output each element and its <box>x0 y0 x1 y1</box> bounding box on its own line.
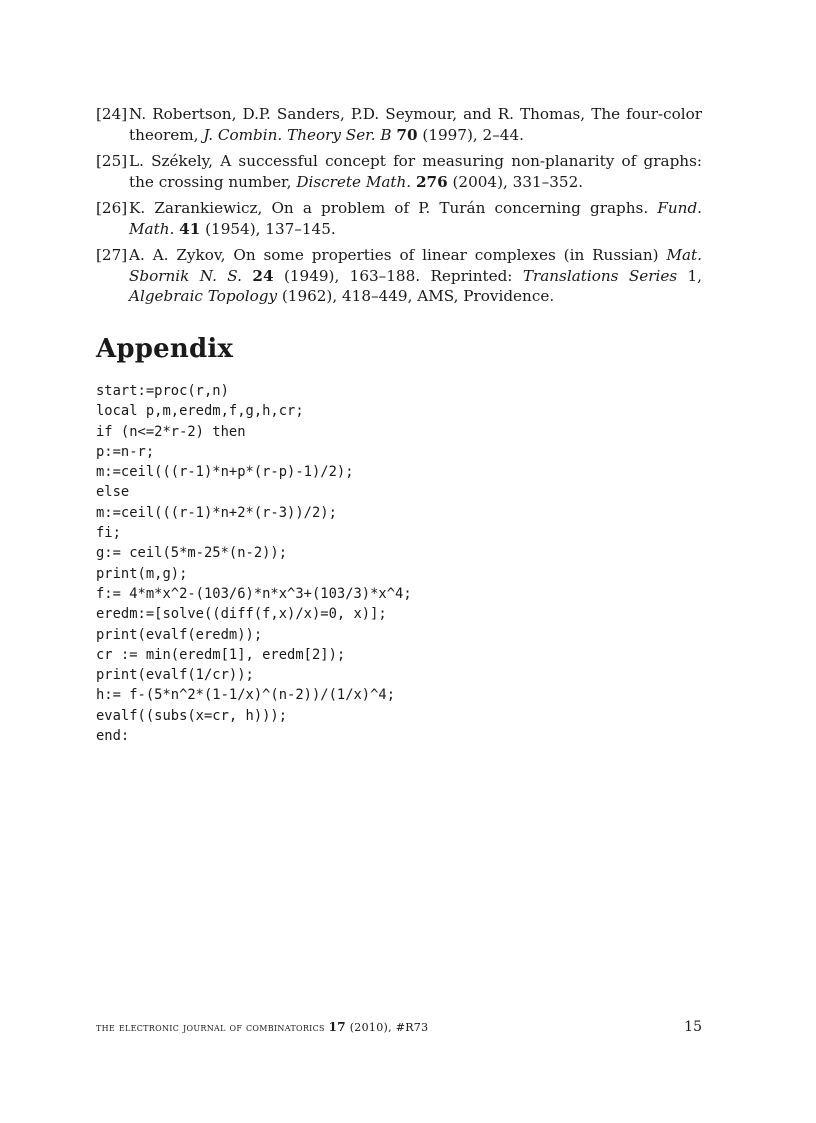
reference-text <box>129 198 702 239</box>
reference-segment: (1954), 137–145. <box>200 219 336 238</box>
reference-number: [27] <box>96 246 128 264</box>
reference-segment: K. Zarankiewicz, On a problem of P. Turán concerning graphs. <box>129 199 658 217</box>
reference-volume: 24 <box>252 266 274 285</box>
reference-segment: (2004), 331–352. <box>447 172 584 191</box>
reference-number: [25] <box>96 152 128 170</box>
reference-segment: 1, <box>677 266 703 285</box>
reference-segment: L. Székely, A successful concept for measuring non-planarity of graphs: the crossing number, <box>129 152 702 191</box>
reference-text <box>129 151 702 192</box>
reference-segment: A. A. Zykov, On some properties of linear complexes (in Russian) <box>129 246 667 264</box>
reference-segment: (1962), 418–449, AMS, Providence. <box>277 287 555 305</box>
journal-name: the electronic journal of combinatorics <box>96 1021 325 1034</box>
reference-number: [26] <box>96 199 128 217</box>
page-number: 15 <box>684 1019 702 1035</box>
reference-segment: (1949), 163–188. Reprinted: <box>273 266 523 285</box>
reference-volume: 276 <box>415 172 448 191</box>
journal-citation <box>96 1020 428 1034</box>
reference-italic: J. Combin. Theory Ser. B <box>203 125 392 144</box>
appendix-heading: Appendix <box>96 334 234 364</box>
page-footer <box>96 1019 702 1035</box>
reference-volume: 70 <box>396 125 418 144</box>
reference-italic: Discrete Math. <box>296 172 412 191</box>
journal-volume: 17 <box>328 1020 346 1034</box>
reference-volume: 41 <box>179 219 201 238</box>
reference-text <box>129 245 702 307</box>
reference-item <box>96 245 702 307</box>
reference-italic: Algebraic Topology <box>129 287 278 305</box>
reference-italic: Fund. Math. <box>129 199 702 238</box>
reference-text <box>129 104 702 145</box>
reference-segment: N. Robertson, D.P. Sanders, P.D. Seymour, and R. Thomas, The four-color theorem, <box>129 105 702 144</box>
maple-code-listing: start:=proc(r,n) local p,m,eredm,f,g,h,cr; if (n<=2*r-2) then p:=n-r; m:=ceil(((r-1)*n+p*(r-p)-1)/2); else m:=ceil(((r-1)*n+2*(r-3))/2); fi; g:= ceil(5*m-25*(n-2)); print(m,g); f:= 4*m*x^2-(103/6)*n*x^3+(103/3)*x^4; eredm:=[solve((diff(f,x)/x)=0, x)]; print(evalf(eredm)); cr := min(eredm[1], eredm[2]); print(evalf(1/cr)); h:= f-(5*n^2*(1-1/x)^(n-2))/(1/x)^4; evalf((subs(x=cr, h))); end: <box>96 383 412 745</box>
reference-item <box>96 198 702 239</box>
reference-segment <box>242 267 252 285</box>
journal-year-id: (2010), #R73 <box>349 1021 429 1034</box>
reference-item <box>96 151 702 192</box>
reference-italic: Mat. Sbornik N. S. <box>129 246 702 285</box>
reference-segment: (1997), 2–44. <box>417 125 524 144</box>
reference-item <box>96 104 702 145</box>
reference-italic: Translations Series <box>522 266 678 285</box>
references-list <box>96 104 702 313</box>
reference-number: [24] <box>96 105 128 123</box>
